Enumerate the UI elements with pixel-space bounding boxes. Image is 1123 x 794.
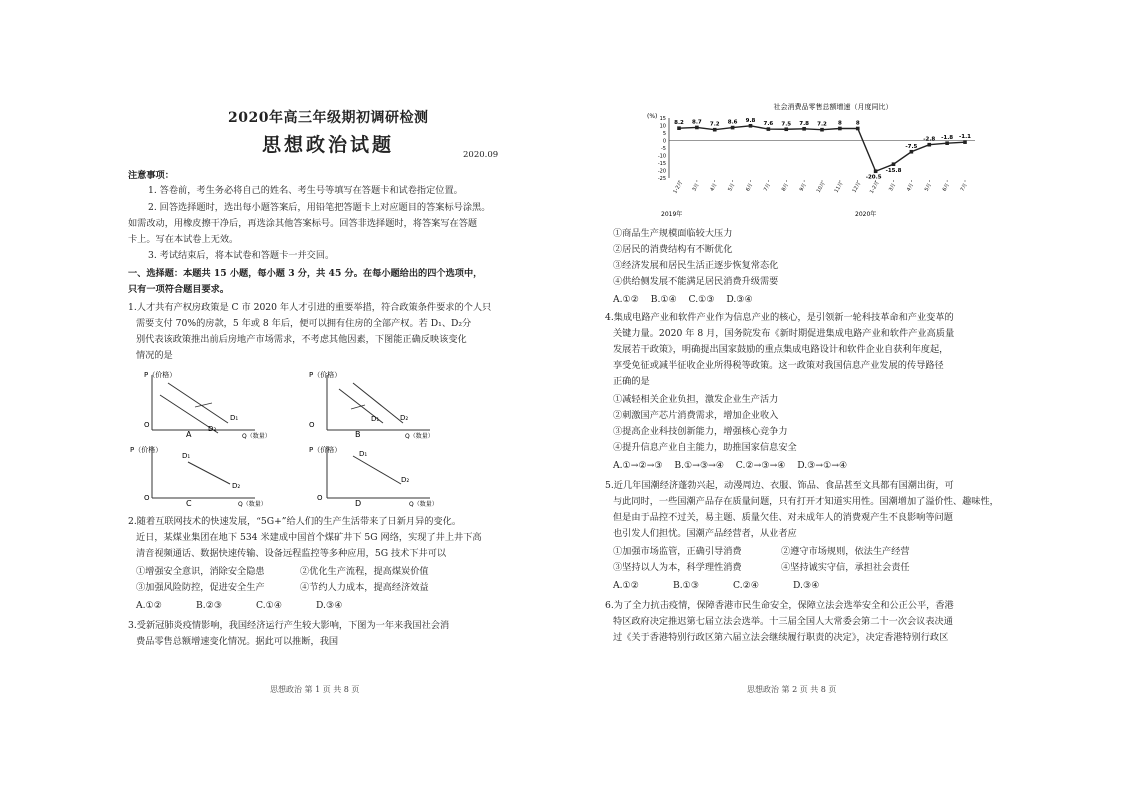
q1-graph-d: [305, 440, 475, 510]
right-page: [561, 0, 1123, 794]
q5-choice: B.①③: [673, 580, 700, 591]
q5-line: 但是由于品控不过关，易主题、质量欠佳、对未成年人的消费观产生不良影响等问题: [613, 512, 953, 523]
left-page: [0, 0, 561, 794]
q4-option: ①减轻相关企业负担，激发企业生产活力: [613, 394, 779, 405]
chart-xtick-label: 5月: [727, 182, 737, 193]
graph-origin: O: [309, 421, 315, 429]
chart-point: [749, 124, 753, 128]
graph-d1-label: D₁: [359, 450, 368, 458]
graph-xlabel: Q（数量）: [238, 501, 267, 508]
q4-option: ③提高企业科技创新能力，增强核心竞争力: [613, 426, 788, 437]
chart-xtick-label: 7月: [762, 182, 773, 193]
q4-choices: A.①→②→③ B.①→③→④ C.②→③→④ D.③→①→④: [613, 460, 848, 471]
q2-line: 2.随着互联网技术的快速发展，“5G+”给人们的生产生活带来了日新月异的变化。: [128, 516, 462, 527]
graph-d2-label: D₂: [401, 476, 410, 484]
chart-ytick-label: -5: [661, 146, 666, 152]
q1-line: 1.人才共有产权房政策是 C 市 2020 年人才引进的重要举措，符合政策条件要求的个人只: [128, 302, 492, 313]
graph-ylabel: P（价格）: [309, 446, 342, 454]
q5-line: 也引发人们担忧。国潮产品经营者，从业者应: [613, 528, 797, 539]
q1-graph-a: [130, 365, 300, 445]
chart-data-label: -15.8: [885, 168, 902, 175]
chart-ytick-label: -25: [657, 176, 666, 182]
chart-point: [802, 127, 806, 131]
graph-origin: O: [317, 494, 323, 502]
section-heading: 只有一项符合题目要求。: [128, 284, 230, 295]
q3-line: 3.受新冠肺炎疫情影响，我国经济运行产生较大影响，下图为一年来我国社会消: [128, 620, 450, 631]
chart-ytick-label: -20: [657, 168, 666, 175]
chart-data-label: 7.8: [799, 120, 809, 127]
chart-data-label: -2.8: [923, 136, 936, 143]
graph-xlabel: Q（数量）: [409, 501, 438, 508]
chart-data-label: 9.8: [745, 117, 756, 124]
q2-line: 近日，某煤业集团在地下 534 米建成中国首个煤矿井下 5G 网络，实现了井上井下高: [136, 532, 482, 543]
notice-line: 1. 答卷前，考生务必将自己的姓名、考生号等填写在答题卡和试卷指定位置。: [148, 185, 463, 196]
chart-xtick-label: 3月: [691, 182, 701, 193]
chart-point: [713, 128, 717, 132]
graph-option-letter: A: [186, 430, 192, 439]
chart-point: [677, 126, 681, 130]
exam-date: 2020.09: [463, 150, 499, 160]
chart-point: [945, 141, 949, 145]
chart-point: [731, 126, 735, 130]
q3-option: ④供给侧发展不能满足居民消费升级需要: [613, 276, 779, 287]
retail-sales-chart: [643, 100, 1005, 218]
q4-line: 正确的是: [613, 376, 650, 387]
chart-xtick-label: 1-2月: [868, 180, 881, 195]
q4-line: 关键力量。2020 年 8 月，国务院发布《新时期促进集成电路产业和软件产业高质量: [613, 328, 955, 339]
chart-xtick-label: 6月: [941, 182, 951, 193]
chart-point: [856, 127, 860, 131]
chart-data-label: -7.5: [905, 143, 918, 150]
chart-xtick-label: 3月: [887, 182, 898, 193]
chart-point: [910, 150, 914, 154]
graph-origin: O: [144, 494, 150, 502]
chart-title: 社会消费品零售总额增速（月度同比）: [773, 103, 893, 111]
q2-option: ④节约人力成本，提高经济效益: [300, 582, 429, 593]
chart-data-label: -20.5: [865, 174, 882, 181]
q4-option: ②刺激国产芯片消费需求，增加企业收入: [613, 410, 779, 421]
chart-data-label: 8: [837, 120, 842, 127]
chart-ytick-label: 10: [659, 123, 666, 130]
q2-choice: B.②③: [196, 600, 223, 611]
chart-data-label: 7.5: [781, 121, 792, 128]
q2-option: ①增强安全意识，消除安全隐患: [136, 566, 265, 577]
q1-line: 别代表该政策推出前后房地产市场需求，不考虑其他因素，下图能正确反映该变化: [136, 334, 467, 345]
q6-line: 6.为了全力抗击疫情，保障香港市民生命安全，保障立法会选举安全和公正公平，香港: [605, 600, 954, 611]
graph-d1-label: D₁: [230, 414, 239, 422]
q4-line: 发展若干政策》，明确提出国家鼓励的重点集成电路设计和软件企业自获利年度起，: [613, 344, 949, 355]
q5-option: ③坚持以人为本，科学理性消费: [613, 562, 742, 573]
graph-d2-label: D₂: [232, 482, 241, 490]
chart-data-label: 8.6: [727, 119, 738, 126]
q1-graph-c: [130, 440, 300, 510]
notice-title: 注意事项：: [128, 170, 174, 181]
q6-line: 特区政府决定推迟第七届立法会选举。十三届全国人大常委会第二十一次会议表决通: [613, 616, 953, 627]
graph-option-letter: D: [355, 499, 362, 508]
chart-xtick-label: 4月: [709, 182, 719, 193]
chart-xtick-label: 8月: [780, 182, 791, 193]
chart-series-line: [679, 126, 965, 171]
q4-option: ④提升信息产业自主能力，助推国家信息安全: [613, 442, 797, 453]
chart-xtick-label: 4月: [905, 182, 916, 193]
chart-year-2019: 2019年: [661, 211, 683, 218]
q4-line: 享受免征或减半征收企业所得税等政策。这一政策对我国信息产业发展的传导路径: [613, 360, 944, 371]
chart-data-label: 8.2: [674, 120, 684, 127]
chart-ytick-label: 15: [659, 116, 666, 122]
chart-xtick-label: 1-2月: [672, 180, 685, 195]
graph-xlabel: Q（数量）: [242, 433, 271, 440]
notice-line: 2. 回答选择题时，选出每小题答案后，用铅笔把答题卡上对应题目的答案标号涂黑。: [148, 202, 491, 213]
chart-xtick-label: 10月: [815, 181, 827, 194]
chart-ytick-label: 0: [662, 138, 666, 145]
q5-option: ④坚持诚实守信，承担社会责任: [781, 562, 910, 573]
q2-choice: C.①④: [256, 600, 283, 611]
chart-xtick-label: 5月: [923, 182, 934, 193]
q5-choice: C.②④: [733, 580, 760, 591]
graph-d2-label: D₂: [400, 414, 409, 422]
graph-ylabel: P（价格）: [144, 371, 177, 379]
q1-line: 需要支付 70%的房款，5 年或 8 年后，便可以拥有住房的全部产权。若 D₁、D₂分: [136, 318, 472, 329]
q5-option: ②遵守市场规则，依法生产经营: [781, 546, 910, 557]
graph-ylabel: P（价格）: [130, 446, 163, 454]
q3-option: ②居民的消费结构有不断优化: [613, 244, 733, 255]
chart-point: [695, 126, 699, 130]
q3-choices: A.①② B.①④ C.①③ D.③④: [613, 294, 753, 305]
chart-point: [784, 127, 788, 131]
q4-line: 4.集成电路产业和软件产业作为信息产业的核心，是引领新一轮科技革命和产业变革的: [605, 312, 954, 323]
chart-data-label: 7.2: [709, 121, 720, 128]
chart-point: [927, 143, 931, 147]
graph-ylabel: P（价格）: [309, 371, 342, 379]
q2-option: ②优化生产流程，提高煤炭价值: [300, 566, 429, 577]
chart-data-label: 8.7: [692, 119, 702, 126]
graph-xlabel: Q（数量）: [405, 433, 434, 440]
chart-xtick-label: 9月: [798, 182, 808, 193]
chart-data-label: -1.8: [941, 135, 954, 142]
chart-point: [892, 162, 896, 166]
chart-data-label: 7.2: [817, 121, 827, 128]
chart-xtick-label: 12月: [851, 181, 863, 194]
q2-line: 清音视频通话、数据快速传输、设备远程监控等多种应用，5G 技术下井可以: [136, 548, 447, 559]
graph-origin: O: [144, 421, 150, 429]
exam-title: 2020年高三年级期初调研检测: [228, 110, 429, 126]
chart-point: [820, 128, 824, 132]
q1-graph-b: [305, 365, 475, 445]
notice-line: 卡上。写在本试卷上无效。: [128, 234, 239, 245]
q2-choice: D.③④: [316, 600, 343, 611]
q3-option: ③经济发展和居民生活正逐步恢复常态化: [613, 260, 779, 271]
graph-d1-label: D₁: [182, 452, 191, 460]
q1-line: 情况的是: [136, 350, 173, 361]
graph-option-letter: C: [186, 499, 192, 508]
chart-point: [963, 140, 967, 144]
q5-line: 与此同时，一些国潮产品存在质量问题，只有打开才知道实用性。国潮增加了溢价性、趣味性，: [613, 496, 999, 507]
graph-d2-label: D₂: [208, 425, 217, 433]
q5-choice: A.①②: [613, 580, 640, 591]
q5-choice: D.③④: [793, 580, 820, 591]
chart-xtick-label: 6月: [744, 182, 755, 193]
q2-choice: A.①②: [136, 600, 163, 611]
section-heading: 一、选择题：本题共 15 小题，每小题 3 分，共 45 分。在每小题给出的四个选项中，: [128, 268, 483, 279]
chart-ytick-label: -10: [657, 153, 666, 160]
chart-ytick-label: -15: [657, 161, 666, 167]
chart-point: [838, 127, 842, 131]
chart-ylabel: (%): [647, 113, 658, 120]
q2-option: ③加强风险防控，促进安全生产: [136, 582, 265, 593]
q3-option: ①商品生产规模面临较大压力: [613, 228, 733, 239]
chart-xtick-label: 11月: [833, 181, 845, 194]
notice-line: 如需改动，用橡皮擦干净后，再选涂其他答案标号。回答非选择题时，将答案写在答题: [128, 218, 478, 229]
q6-line: 过《关于香港特别行政区第六届立法会继续履行职责的决定》，决定香港特别行政区: [613, 632, 949, 643]
chart-point: [767, 127, 771, 131]
chart-data-label: 8: [855, 120, 860, 127]
exam-subject: 思想政治试题: [262, 134, 395, 156]
page-footer: 思想政治 第 2 页 共 8 页: [747, 685, 837, 694]
chart-year-2020: 2020年: [855, 211, 877, 218]
chart-data-label: -1.1: [958, 134, 972, 141]
chart-xtick-label: 7月: [959, 182, 969, 193]
page-footer: 思想政治 第 1 页 共 8 页: [270, 685, 360, 694]
graph-option-letter: B: [355, 430, 361, 439]
graph-d1-label: D₁: [371, 415, 380, 423]
chart-point: [874, 169, 878, 173]
q3-line: 费品零售总额增速变化情况。据此可以推断，我国: [136, 636, 339, 647]
q5-line: 5.近几年国潮经济蓬勃兴起，动漫周边、衣服、饰品、食品甚至文具都有国潮出街，可: [605, 480, 954, 491]
q5-option: ①加强市场监管，正确引导消费: [613, 546, 742, 557]
chart-ytick-label: 5: [662, 131, 666, 137]
notice-line: 3. 考试结束后，将本试卷和答题卡一并交回。: [148, 250, 335, 261]
chart-data-label: 7.6: [763, 121, 774, 128]
